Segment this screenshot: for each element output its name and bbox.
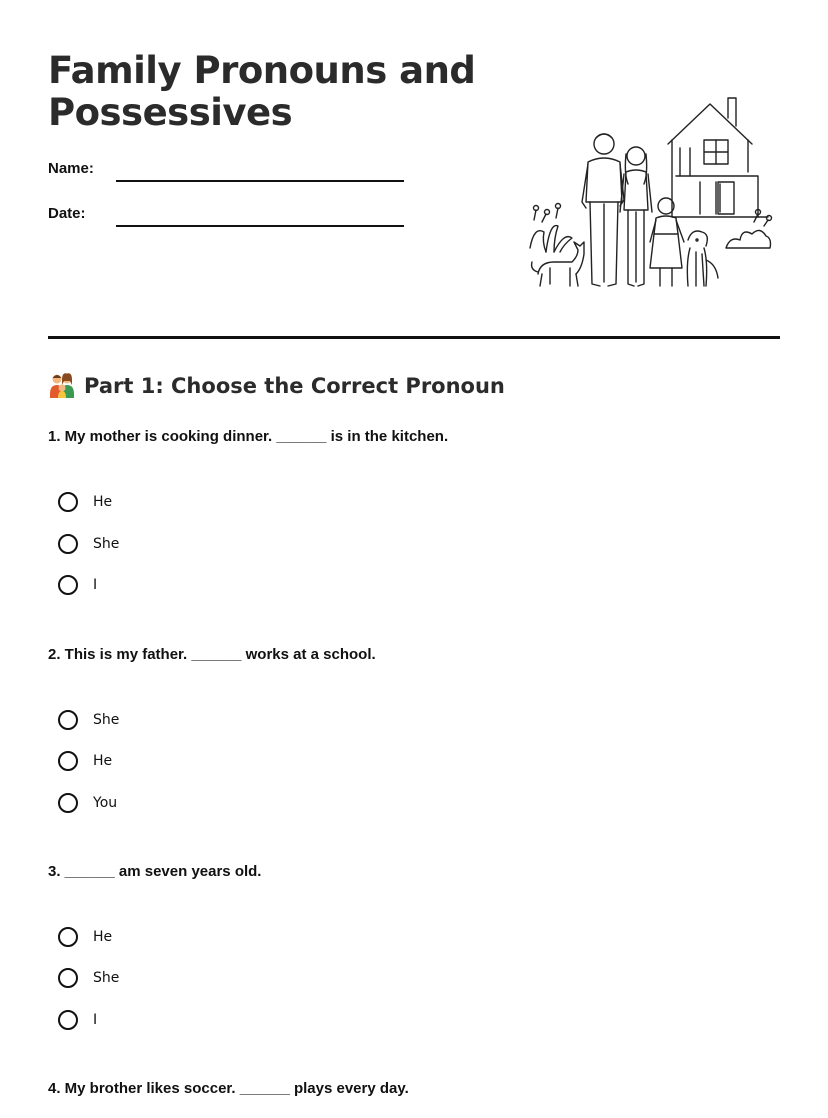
- q2-option-2[interactable]: [58, 748, 112, 774]
- option-label: She: [93, 712, 120, 728]
- part1-heading: [48, 372, 505, 400]
- family-house-illustration: [520, 92, 776, 298]
- dog-drawing: [687, 231, 718, 286]
- radio-button[interactable]: [58, 710, 78, 730]
- q3-option-1[interactable]: [58, 924, 112, 950]
- q1-option-3[interactable]: [58, 572, 97, 598]
- option-label: He: [93, 929, 113, 945]
- page-title: Family Pronouns and Possessives: [48, 49, 476, 134]
- radio-button[interactable]: [58, 751, 78, 771]
- option-label: I: [93, 577, 98, 593]
- q1-option-1[interactable]: [58, 489, 112, 515]
- option-label: I: [93, 1012, 98, 1028]
- q3-option-3[interactable]: [58, 1007, 97, 1033]
- name-field-row: [48, 160, 408, 190]
- child-drawing: [650, 198, 684, 286]
- part1-heading-text: Part 1: Choose the Correct Pronoun: [84, 374, 505, 398]
- question-2: 2. This is my father. ______ works at a school.: [48, 646, 376, 663]
- radio-button[interactable]: [58, 492, 78, 512]
- question-3: 3. ______ am seven years old.: [48, 863, 262, 880]
- radio-button[interactable]: [58, 793, 78, 813]
- cat-drawing: [532, 242, 584, 286]
- date-label: Date:: [48, 205, 86, 222]
- radio-button[interactable]: [58, 968, 78, 988]
- option-label: He: [93, 494, 113, 510]
- name-label: Name:: [48, 160, 94, 177]
- radio-button[interactable]: [58, 927, 78, 947]
- option-label: She: [93, 536, 120, 552]
- radio-button[interactable]: [58, 534, 78, 554]
- question-1: 1. My mother is cooking dinner. ______ is in the kitchen.: [48, 428, 449, 445]
- date-field-row: [48, 205, 408, 235]
- option-label: He: [93, 753, 113, 769]
- family-emoji-icon: [48, 372, 76, 400]
- q2-option-3[interactable]: [58, 790, 117, 816]
- option-label: She: [93, 970, 120, 986]
- radio-button[interactable]: [58, 575, 78, 595]
- father-drawing: [582, 134, 624, 286]
- radio-button[interactable]: [58, 1010, 78, 1030]
- plants-drawing: [530, 204, 772, 253]
- section-divider: [48, 336, 780, 339]
- q2-option-1[interactable]: [58, 707, 119, 733]
- mother-drawing: [620, 147, 652, 286]
- house-drawing: [668, 98, 768, 217]
- date-line[interactable]: [116, 225, 404, 227]
- q1-option-2[interactable]: [58, 531, 119, 557]
- name-line[interactable]: [116, 180, 404, 182]
- question-4: 4. My brother likes soccer. ______ plays every day.: [48, 1080, 409, 1097]
- q3-option-2[interactable]: [58, 965, 119, 991]
- option-label: You: [93, 795, 118, 811]
